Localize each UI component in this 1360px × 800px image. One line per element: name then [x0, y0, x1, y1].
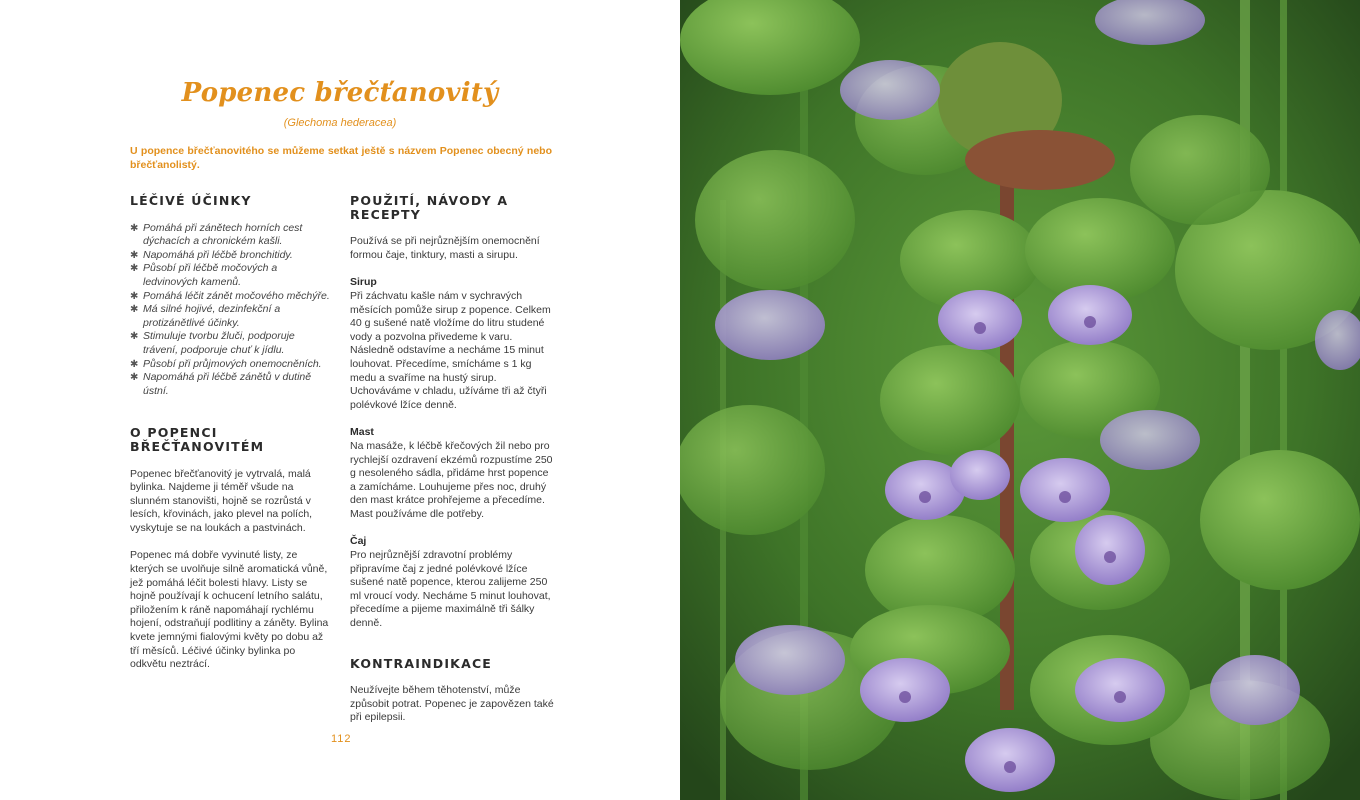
right-column [350, 194, 555, 725]
asterisk-icon: ✱ [130, 331, 139, 343]
list-item: ✱ Napomáhá při léčbě zánětů v dutině ústní. [130, 371, 312, 397]
left-column [130, 194, 330, 672]
about-heading: O POPENCI BŘEČŤANOVITÉM [130, 425, 265, 454]
asterisk-icon: ✱ [130, 372, 139, 384]
about-section [130, 426, 330, 672]
effects-list [130, 222, 330, 399]
contra-section [350, 657, 555, 725]
contra-text: Neužívejte během těhotenství, může způsobit potrat. Popenec je zapovězen také při epilepsii. [350, 684, 554, 724]
page-title: Popenec břečťanovitý [181, 78, 499, 108]
syrup-title: Sirup [350, 276, 377, 289]
intro-text: U popence břečťanovitého se můžeme setkat ještě s názvem Popenec obecný nebo břečťanolistý. [130, 145, 552, 171]
asterisk-icon: ✱ [130, 263, 139, 275]
list-item: ✱ Pomáhá léčit zánět močového měchýře. [130, 289, 330, 302]
list-item: ✱ Působí při průjmových onemocněních. [130, 357, 322, 370]
list-item: ✱ Má silné hojivé, dezinfekční a protizánětlivé účinky. [130, 303, 281, 329]
asterisk-icon: ✱ [130, 222, 139, 234]
list-item: ✱ Působí při léčbě močových a ledvinových kamenů. [130, 262, 278, 288]
plant-photo [680, 0, 1360, 800]
asterisk-icon: ✱ [130, 304, 139, 316]
about-paragraph: Popenec má dobře vyvinuté listy, ze kterých se uvolňuje silně aromatická vůně, jež pomáhá léčit bolesti hlavy. Listy se hojně používají k ochucení letního salátu, přiložením k ráně napomáhají rychlému hojení, odstraňují podlitiny a záněty. Bylina kvete jemnými fialovými květy po dobu až tří měsíců. Léčivé účinky bylinka po odkvětu neztrácí. [130, 549, 329, 671]
ointment-text: Na masáže, k léčbě křečových žil nebo pro rychlejší ozdravení ekzémů rozpustíme 250 g nesoleného sádla, přidáme hrst popence a zamícháme. Louhujeme přes noc, druhý den mast krátce prohřejeme a přecedíme. Mast používáme dle potřeby. [350, 439, 553, 520]
list-item: ✱ Napomáhá při léčbě bronchitidy. [130, 248, 293, 261]
latin-name: (Glechoma hederacea) [283, 117, 397, 129]
asterisk-icon: ✱ [130, 358, 139, 370]
usage-heading: POUŽITÍ, NÁVODY A RECEPTY [350, 193, 509, 222]
usage-intro: Používá se při nejrůznějším onemocnění formou čaje, tinktury, masti a sirupu. [350, 235, 540, 261]
tea-title: Čaj [350, 535, 367, 548]
effects-heading: LÉČIVÉ ÚČINKY [130, 193, 252, 208]
syrup-text: Při záchvatu kašle nám v sychravých měsících pomůže sirup z popence. Celkem 40 g sušené natě vložíme do litru studené vody a pozvolna přivedeme k varu. Následně odstavíme a necháme 15 minut louhovat. Přecedíme, smícháme s 1 kg medu a svaříme na hustý sirup. Uchováváme v chladu, užíváme tři až čtyři polévkové lžíce denně. [350, 289, 551, 411]
ground-ivy-illustration [680, 0, 1360, 800]
page-number: 112 [331, 733, 352, 745]
contra-heading: KONTRAINDIKACE [350, 655, 493, 671]
list-item: ✱ Stimuluje tvorbu žluči, podporuje trávení, podporuje chuť k jídlu. [130, 330, 295, 356]
about-paragraph: Popenec břečťanovitý je vytrvalá, malá bylinka. Najdeme ji téměř všude na slunném stanovišti, hojně se rozrůstá v lesích, křovinách, jako plevel na polích, vyskytuje se na loukách a pastvinách. [130, 467, 313, 534]
tea-text: Pro nejrůznější zdravotní problémy připravíme čaj z jedné polévkové lžíce sušené natě popence, kterou zalijeme 250 ml vroucí vody. Necháme 5 minut louhovat, přecedíme a pijeme maximálně tři šálky denně. [350, 549, 551, 630]
list-item: ✱ Pomáhá při zánětech horních cest dýchacích a chronickém kašli. [130, 221, 303, 248]
ointment-title: Mast [350, 426, 374, 439]
asterisk-icon: ✱ [130, 290, 139, 302]
asterisk-icon: ✱ [130, 249, 139, 261]
